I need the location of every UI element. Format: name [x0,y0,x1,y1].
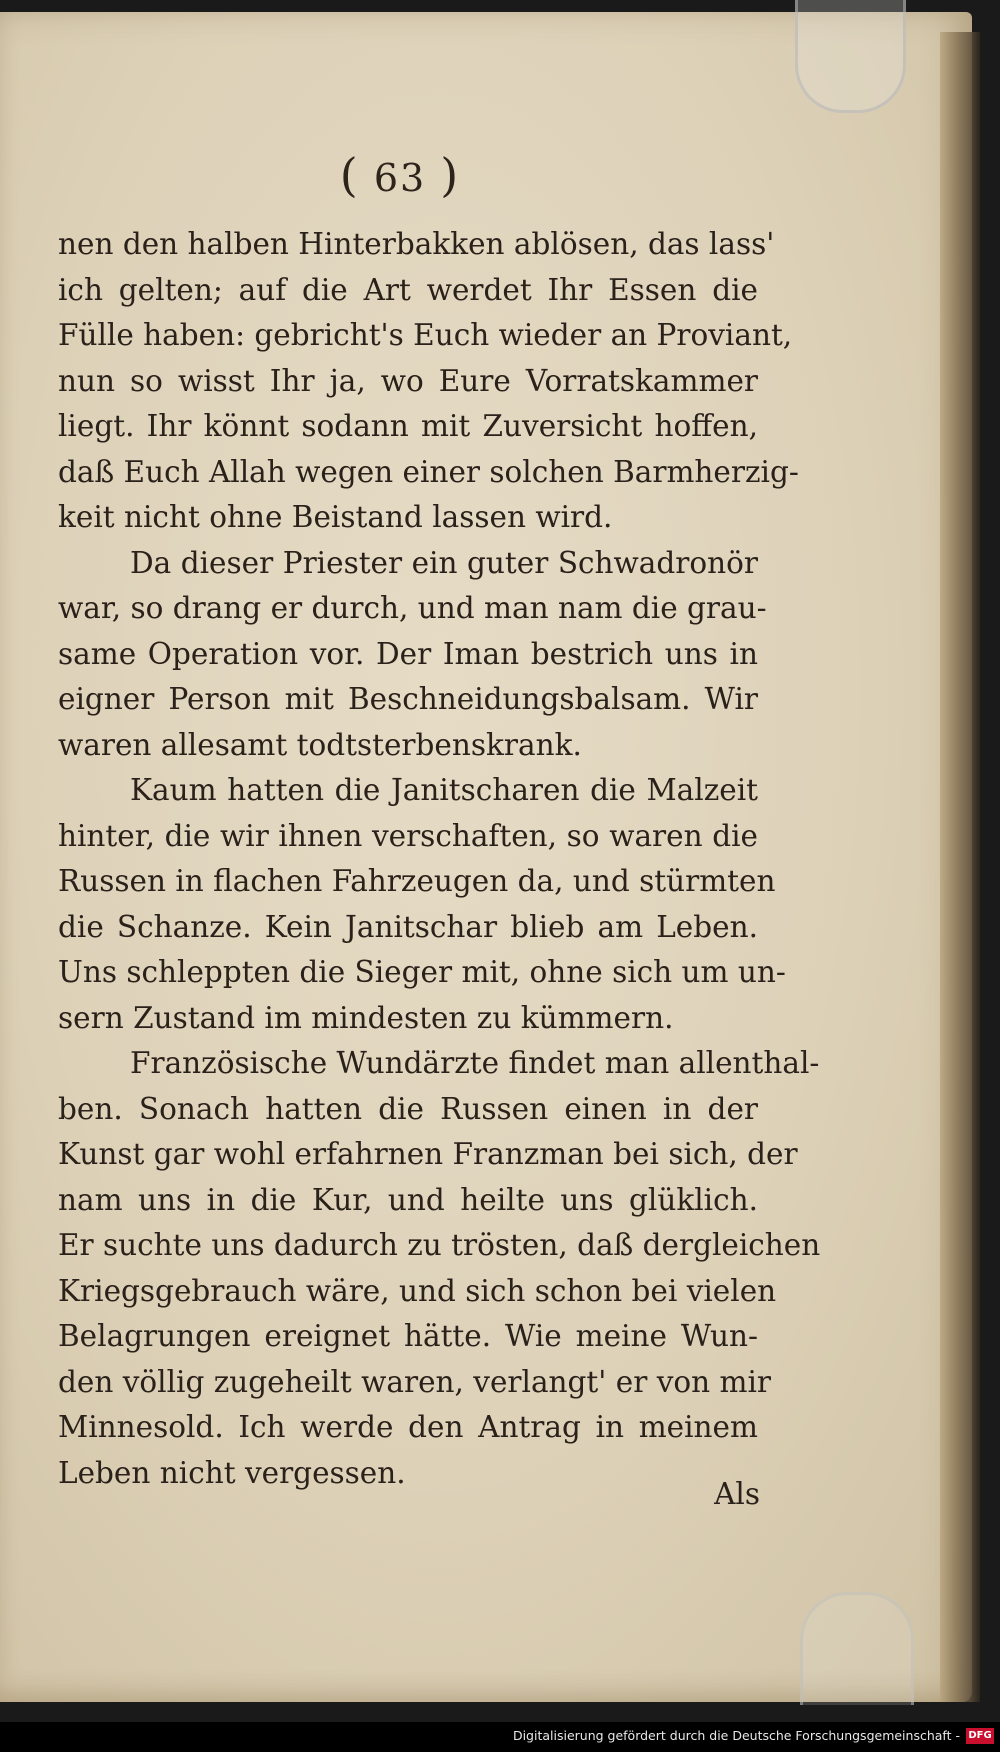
text-line: waren allesamt todtsterbenskrank. [58,727,582,762]
body-text [58,222,821,1496]
page-number-close-paren: ) [440,148,461,202]
page-edge [940,32,980,1702]
text-line: Leben nicht vergessen. [58,1455,406,1490]
text-line: liegt. Ihr könnt sodann mit Zuversicht hoffen, [58,409,758,443]
text-line: nam uns in die Kur, und heilte uns glüklich. [58,1182,758,1217]
text-line: sern Zustand im mindesten zu kümmern. [58,1000,674,1035]
text-line: Minnesold. Ich werde den Antrag in meinem [58,1410,758,1444]
page-number [300,148,500,202]
text-line: Französische Wundärzte findet man allenthal- [130,1046,820,1080]
text-line: Uns schleppten die Sieger mit, ohne sich um un- [58,955,786,989]
text-line: die Schanze. Kein Janitschar blieb am Leben. [58,909,758,944]
footer-credit: Digitalisierung gefördert durch die Deutsche Forschungsgemeinschaft - [512,1728,960,1743]
text-line: Kunst gar wohl erfahrnen Franzman bei sich, der [58,1137,798,1171]
page-number-open-paren: ( [339,148,360,202]
text-line: Da dieser Priester ein guter Schwadronör [130,545,758,580]
text-line: war, so drang er durch, und man nam die grau- [58,591,767,625]
text-line: nun so wisst Ihr ja, wo Eure Vorratskammer [58,363,758,398]
text-line: den völlig zugeheilt waren, verlangt' er von mir [58,1364,772,1399]
catchword: Als [714,1477,760,1511]
text-line: Russen in flachen Fahrzeugen da, und stürmten [58,864,776,898]
book-page [0,12,972,1702]
paper-clip-top [795,0,906,113]
text-line: same Operation vor. Der Iman bestrich uns in [58,636,758,671]
text-line: Er suchte uns dadurch zu trösten, daß dergleichen [58,1228,821,1262]
text-line: eigner Person mit Beschneidungsbalsam. Wir [58,682,758,716]
text-line: hinter, die wir ihnen verschaften, so waren die [58,818,758,853]
footer-bar [0,1722,1000,1752]
text-line: Kriegsgebrauch wäre, und sich schon bei vielen [58,1273,777,1308]
text-line: ich gelten; auf die Art werdet Ihr Essen die [58,272,758,307]
text-line: keit nicht ohne Beistand lassen wird. [58,500,613,534]
text-line: Kaum hatten die Janitscharen die Malzeit [130,773,758,807]
text-line: nen den halben Hinterbakken ablösen, das lass' [58,227,775,261]
text-line: Belagrungen ereignet hätte. Wie meine Wun- [58,1319,758,1353]
text-line: ben. Sonach hatten die Russen einen in der [58,1091,758,1126]
text-line: daß Euch Allah wegen einer solchen Barmherzig- [58,454,799,489]
text-line: Fülle haben: gebricht's Euch wieder an Proviant, [58,318,793,352]
dfg-logo: DFG [966,1728,994,1744]
page-number-value: 63 [373,156,427,200]
paper-clip-bottom [800,1592,914,1705]
